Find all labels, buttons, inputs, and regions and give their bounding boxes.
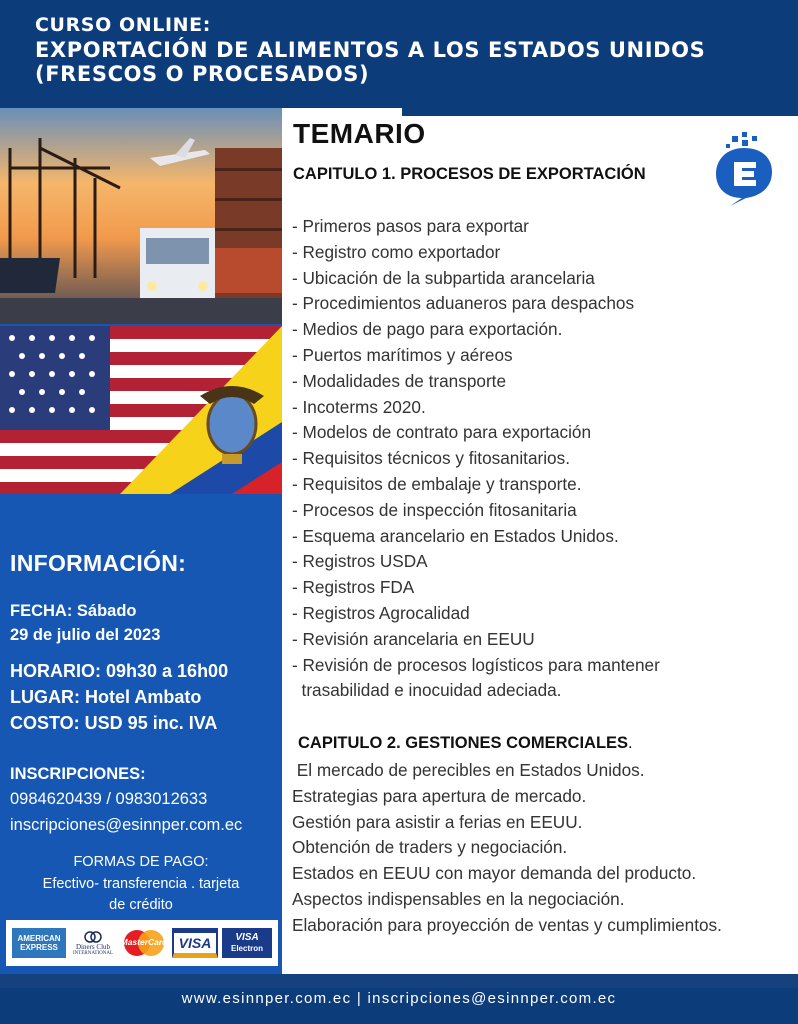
email-link[interactable]: inscripciones@esinnper.com.ec [10,816,243,834]
course-type: CURSO ONLINE: [35,14,211,36]
fecha-label: FECHA: Sábado [10,602,137,620]
list-item: - Registro como exportador [292,241,501,262]
card-logos [6,920,278,966]
chapter1-topics [292,214,792,704]
chapter2-topics [292,758,792,939]
horario: HORARIO: 09h30 a 16h00 [10,661,229,681]
list-item: Estrategias para apertura de mercado. [292,785,587,806]
list-item: - Esquema arancelario en Estados Unidos. [292,525,619,546]
list-item: - Modelos de contrato para exportación [292,422,592,443]
list-item: - Medios de pago para exportación. [292,319,563,340]
temario-title: TEMARIO [293,118,426,149]
payment-title: FORMAS DE PAGO: [73,854,209,870]
list-item: Estados en EEUU con mayor demanda del producto. [292,863,697,884]
list-item: - Registros USDA [292,551,428,572]
footer-stripe [0,974,798,988]
chapter2-title: CAPITULO 2. GESTIONES COMERCIALES. [298,734,633,752]
info-title: INFORMACIÓN: [10,550,187,576]
list-item: Obtención de traders y negociación. [292,837,568,858]
list-item: - Ubicación de la subpartida arancelaria [292,267,595,288]
list-item: - Primeros pasos para exportar [292,216,529,236]
list-item: - Procesos de inspección fitosanitaria [292,499,577,520]
amex-logo: AMERICAN EXPRESS [12,928,66,958]
list-item: - Revisión arancelaria en EEUU [292,628,535,649]
esinnper-logo-icon [712,132,776,206]
list-item: - Registros Agrocalidad [292,602,470,623]
list-item: Gestión para asistir a ferias en EEUU. [292,811,583,832]
visa-logo: VISA [172,928,218,958]
list-item: Elaboración para proyección de ventas y cumplimientos. [292,914,722,935]
costo: COSTO: USD 95 inc. IVA [10,713,218,733]
phone-numbers[interactable]: 0984620439 / 0983012633 [10,790,208,808]
chapter1-title: CAPITULO 1. PROCESOS DE EXPORTACIÓN [293,165,646,183]
header-banner [0,0,798,108]
list-item: trasabilidad e inocuidad adeciada. [292,680,562,701]
list-item: - Procedimientos aduaneros para despachos [292,293,635,314]
list-item: - Requisitos de embalaje y transporte. [292,473,582,494]
visa-electron-logo: VISA Electron [222,928,272,958]
inscripciones-title: INSCRIPCIONES: [10,765,146,783]
list-item: - Registros FDA [292,577,415,598]
fecha-date: 29 de julio del 2023 [10,626,161,644]
mastercard-logo: MasterCard [120,928,168,958]
list-item: - Puertos marítimos y aéreos [292,344,513,365]
course-subtitle: (FRESCOS O PROCESADOS) [35,62,370,86]
course-title: EXPORTACIÓN DE ALIMENTOS A LOS ESTADOS UNIDOS [35,38,706,62]
list-item: Aspectos indispensables en la negociación. [292,888,625,909]
header-notch [402,108,798,116]
diners-logo: Diners Club INTERNATIONAL [70,928,116,958]
usa-ecuador-flags [0,326,282,494]
lugar: LUGAR: Hotel Ambato [10,687,202,707]
info-column [0,108,282,974]
list-item: El mercado de perecibles en Estados Unidos. [292,760,645,780]
list-item: - Revisión de procesos logísticos para mantener [292,654,660,675]
footer-contact[interactable]: www.esinnper.com.ec | inscripciones@esinnper.com.ec [181,990,617,1007]
payment-methods: Efectivo- transferencia . tarjeta [42,876,240,892]
list-item: - Incoterms 2020. [292,396,426,417]
payment-methods-cont: de crédito [109,897,173,913]
list-item: - Requisitos técnicos y fitosanitarios. [292,448,570,469]
list-item: - Modalidades de transporte [292,370,507,391]
logistics-photo [0,108,282,324]
